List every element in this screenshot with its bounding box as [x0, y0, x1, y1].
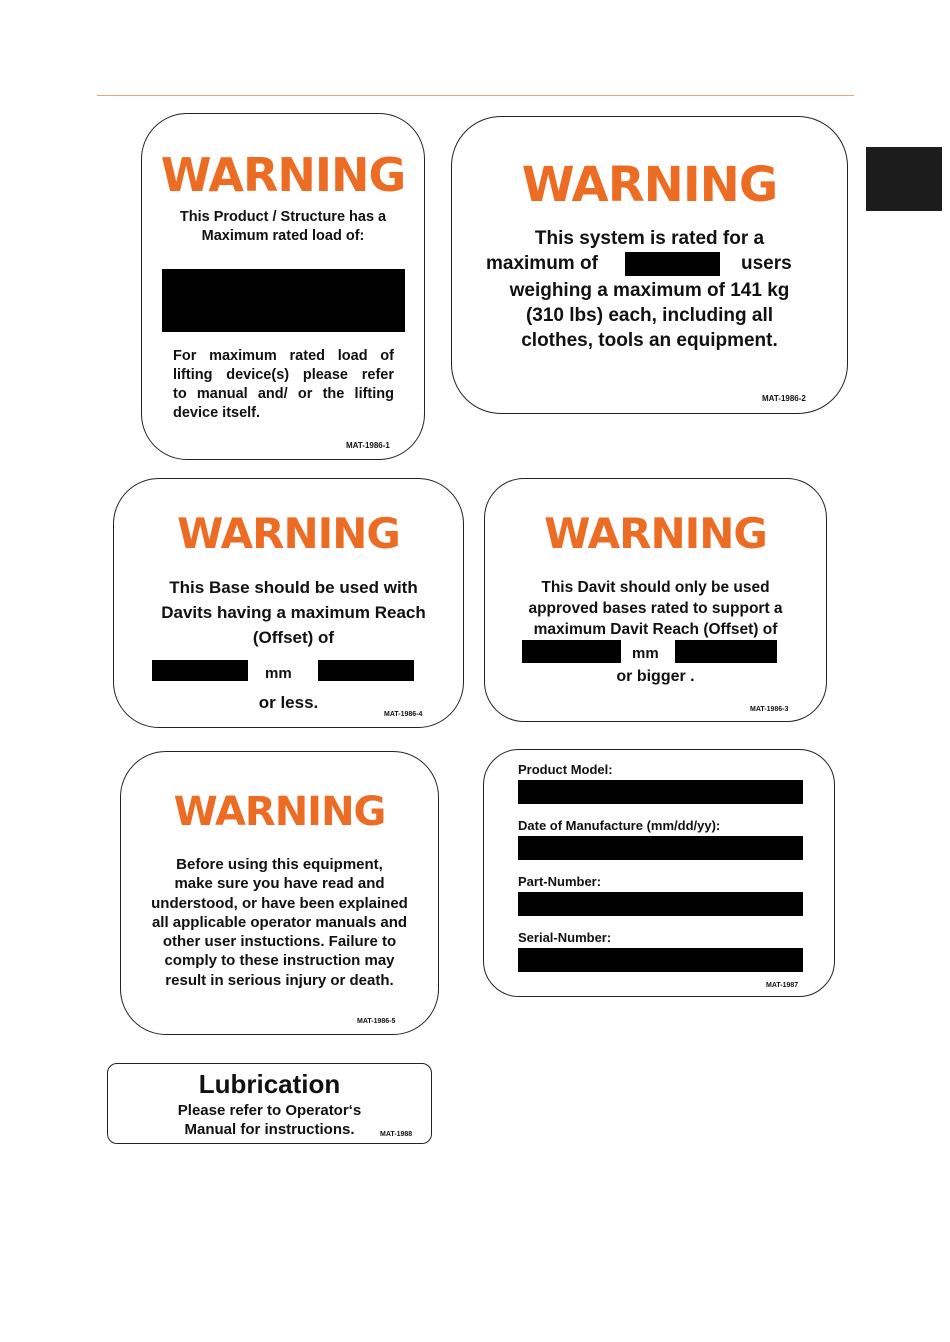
- reach-value-field: [152, 660, 248, 681]
- label-code: MAT-1986-1: [346, 441, 390, 450]
- or-bigger: or bigger .: [616, 668, 695, 685]
- reach-value-field-2: [318, 660, 414, 681]
- label-lubrication: [107, 1063, 432, 1144]
- part-number-label: Part-Number:: [518, 874, 602, 889]
- label-davit-bases: [484, 478, 827, 722]
- label-base-reach: [113, 478, 464, 728]
- part-number-field: [518, 892, 803, 916]
- label-read-manuals: [120, 751, 439, 1035]
- label-code: MAT-1987: [766, 982, 799, 989]
- max-load-text: This Product / Structure has a Maximum rated load of:: [179, 209, 387, 244]
- product-model-field: [518, 780, 803, 804]
- label-code: MAT-1986-4: [384, 711, 423, 718]
- unit-mm: mm: [632, 645, 659, 662]
- label-max-users: [451, 116, 848, 414]
- label-code: MAT-1986-3: [750, 706, 789, 713]
- lifting-note: For maximum rated load of lifting device(s) please refer to manual and/ or the lifting device itself.: [173, 348, 394, 421]
- label-code: MAT-1988: [380, 1131, 413, 1138]
- manufacture-date-field: [518, 836, 803, 860]
- base-text: This Base should be used with Davits having a maximum Reach (Offset) of: [161, 578, 426, 647]
- label-max-load: [141, 113, 425, 460]
- users-line2a: maximum of: [486, 253, 598, 274]
- label-code: MAT-1986-2: [762, 394, 806, 403]
- or-less: or less.: [258, 693, 319, 712]
- warning-title: WARNING: [544, 509, 767, 558]
- warning-title: WARNING: [160, 148, 406, 202]
- users-line2b: users: [741, 253, 792, 274]
- reach-value-field: [522, 640, 621, 663]
- manufacture-date-label: Date of Manufacture (mm/dd/yy):: [518, 818, 721, 833]
- load-value-field: [162, 269, 405, 332]
- reach-value-field-2: [675, 640, 777, 663]
- header-rule: [97, 95, 854, 96]
- users-line3: weighing a maximum of 141 kg (310 lbs) each, including all clothes, tools an equipment.: [509, 280, 790, 351]
- warning-title: WARNING: [521, 157, 778, 213]
- manuals-text: Before using this equipment, make sure you have read and understood, or have been explained all applicable operator manuals and other user instuctions. Failure to comply to these instruction may result in serious injury or death.: [151, 856, 408, 989]
- serial-number-label: Serial-Number:: [518, 930, 612, 945]
- unit-mm: mm: [265, 665, 292, 682]
- warning-title: WARNING: [173, 789, 386, 835]
- users-count-field: [625, 252, 720, 276]
- users-line1: This system is rated for a: [534, 228, 765, 249]
- warning-title: WARNING: [177, 509, 400, 558]
- davit-text: This Davit should only be used approved bases rated to support a maximum Davit Reach (Offset) of: [528, 579, 783, 638]
- lubrication-title: Lubrication: [198, 1069, 341, 1099]
- label-code: MAT-1986-5: [357, 1018, 396, 1025]
- lubrication-text: Please refer to Operator‘s Manual for instructions.: [177, 1102, 362, 1138]
- label-product-info: [483, 749, 835, 997]
- serial-number-field: [518, 948, 803, 972]
- chapter-tab: [866, 147, 942, 211]
- product-model-label: Product Model:: [518, 762, 613, 777]
